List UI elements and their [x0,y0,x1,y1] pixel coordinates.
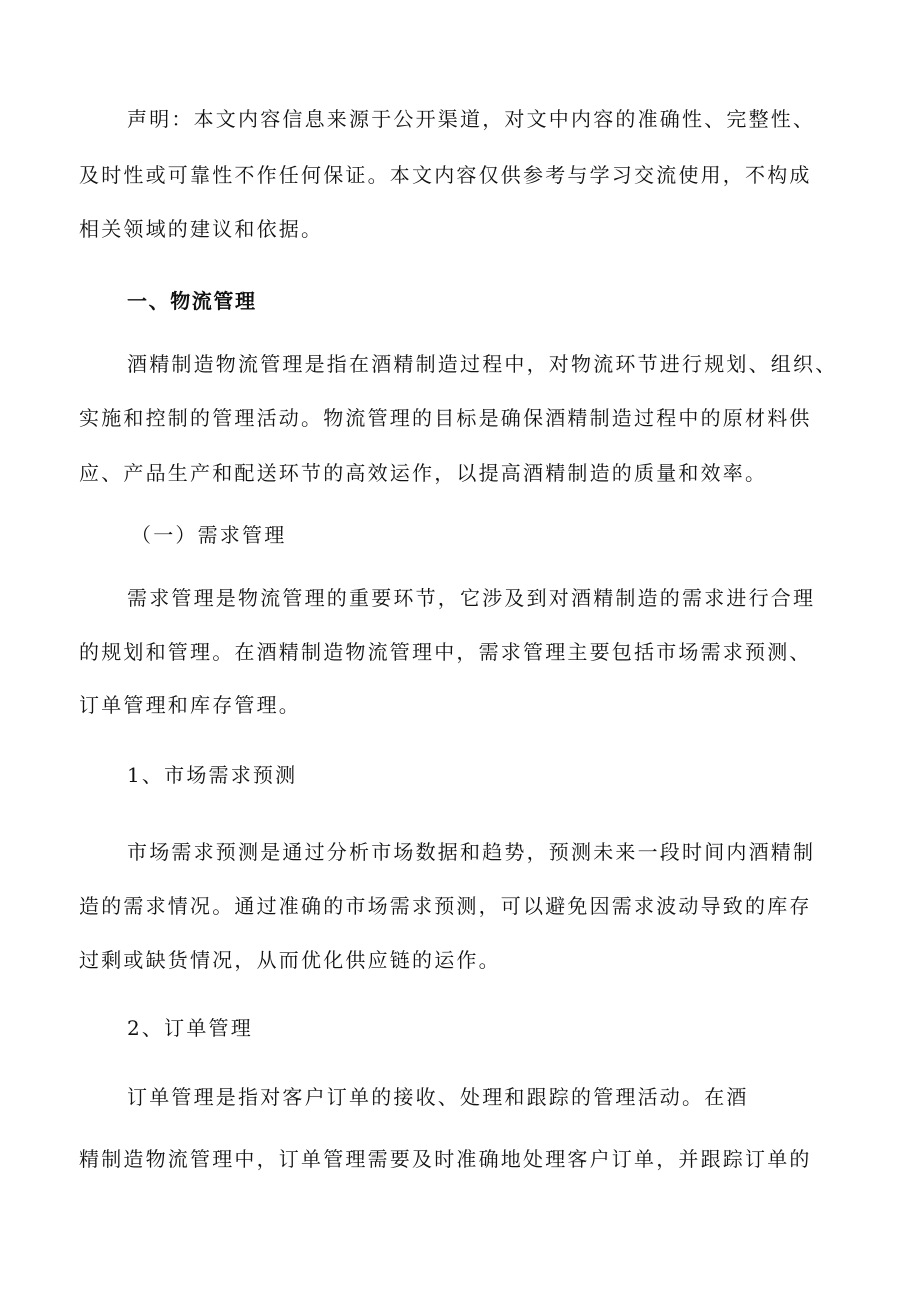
item-heading-order-management: 2、订单管理 [127,1016,253,1040]
section1-paragraph-line-1: 酒精制造物流管理是指在酒精制造过程中，对物流环节进行规划、组织、 [127,352,838,376]
item1-paragraph-line-2: 造的需求情况。通过准确的市场需求预测，可以避免因需求波动导致的库存 [79,894,812,918]
subsection1-paragraph-line-2: 的规划和管理。在酒精制造物流管理中，需求管理主要包括市场需求预测、 [79,640,812,664]
item1-paragraph-line-1: 市场需求预测是通过分析市场数据和趋势，预测未来一段时间内酒精制 [127,840,816,864]
disclaimer-line-2: 及时性或可靠性不作任何保证。本文内容仅供参考与学习交流使用，不构成 [79,163,812,187]
item-heading-market-forecast: 1、市场需求预测 [127,763,298,787]
subsection-heading-demand: （一）需求管理 [131,523,287,547]
subsection1-paragraph-line-3: 订单管理和库存管理。 [79,693,301,717]
item1-paragraph-line-3: 过剩或缺货情况，从而优化供应链的运作。 [79,948,501,972]
disclaimer-line-1: 声明：本文内容信息来源于公开渠道，对文中内容的准确性、完整性、 [127,107,816,131]
section1-paragraph-line-3: 应、产品生产和配送环节的高效运作，以提高酒精制造的质量和效率。 [79,461,768,485]
subsection1-paragraph-line-1: 需求管理是物流管理的重要环节，它涉及到对酒精制造的需求进行合理 [127,586,816,610]
item2-paragraph-line-2: 精制造物流管理中，订单管理需要及时准确地处理客户订单，并跟踪订单的 [79,1147,812,1171]
section-heading-logistics: 一、物流管理 [127,289,257,313]
item2-paragraph-line-1: 订单管理是指对客户订单的接收、处理和跟踪的管理活动。在酒 [127,1085,749,1109]
section1-paragraph-line-2: 实施和控制的管理活动。物流管理的目标是确保酒精制造过程中的原材料供 [79,406,812,430]
disclaimer-line-3: 相关领域的建议和依据。 [79,217,324,241]
